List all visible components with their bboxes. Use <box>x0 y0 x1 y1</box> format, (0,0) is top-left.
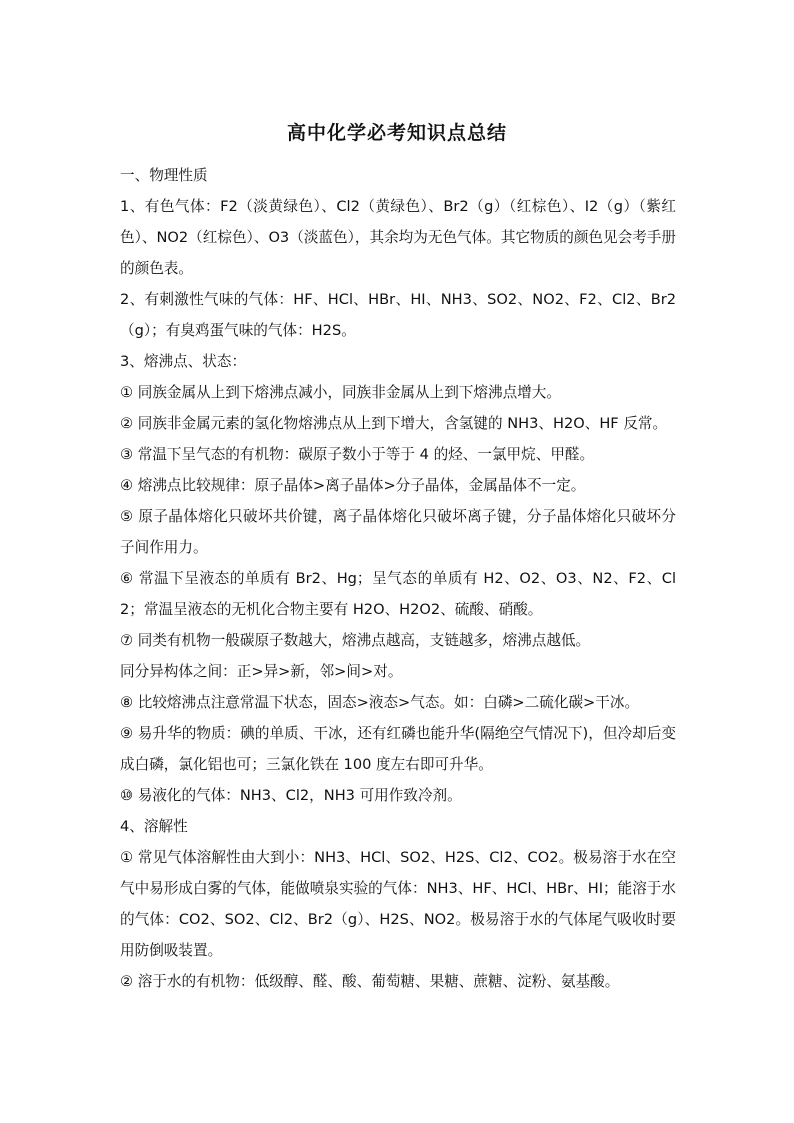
list-item-4: ④ 熔沸点比较规律：原子晶体>离子晶体>分子晶体，金属晶体不一定。 <box>120 477 586 494</box>
document-body <box>120 160 676 997</box>
subheading-solubility: 4、溶解性 <box>120 818 188 835</box>
list-item-6: ⑥ 常温下呈液态的单质有 Br2、Hg；呈气态的单质有 H2、O2、O3、N2、F2、Cl2；常温呈液态的无机化合物主要有 H2O、H2O2、硫酸、硝酸。 <box>120 570 676 618</box>
list-item-5: ⑤ 原子晶体熔化只破坏共价键，离子晶体熔化只破坏离子键，分子晶体熔化只破坏分子间作用力。 <box>120 508 676 556</box>
list-item-9: ⑨ 易升华的物质：碘的单质、干冰，还有红磷也能升华(隔绝空气情况下)，但冷却后变成白磷，氯化铝也可；三氯化铁在 100 度左右即可升华。 <box>120 725 676 773</box>
list-item-10: ⑩ 易液化的气体：NH3、Cl2，NH3 可用作致冷剂。 <box>120 787 462 804</box>
list-item-2: ② 同族非金属元素的氢化物熔沸点从上到下增大，含氢键的 NH3、H2O、HF 反常。 <box>120 415 668 432</box>
isomer-order-note: 同分异构体之间：正>异>新，邻>间>对。 <box>120 663 403 680</box>
list-item-1: ① 同族金属从上到下熔沸点减小，同族非金属从上到下熔沸点增大。 <box>120 384 561 401</box>
solubility-item-2: ② 溶于水的有机物：低级醇、醛、酸、葡萄糖、果糖、蔗糖、淀粉、氨基酸。 <box>120 973 620 990</box>
paragraph-pungent-gases: 2、有刺激性气味的气体：HF、HCl、HBr、HI、NH3、SO2、NO2、F2、Cl2、Br2（g）；有臭鸡蛋气味的气体：H2S。 <box>120 291 676 339</box>
subheading-melting-boiling-state: 3、熔沸点、状态： <box>120 353 247 370</box>
list-item-8: ⑧ 比较熔沸点注意常温下状态，固态>液态>气态。如：白磷>二硫化碳>干冰。 <box>120 694 640 711</box>
list-item-3: ③ 常温下呈气态的有机物：碳原子数小于等于 4 的烃、一氯甲烷、甲醛。 <box>120 446 595 463</box>
section-heading-physical-properties: 一、物理性质 <box>120 167 208 184</box>
list-item-7: ⑦ 同类有机物一般碳原子数越大，熔沸点越高，支链越多，熔沸点越低。 <box>120 632 591 649</box>
solubility-item-1: ① 常见气体溶解性由大到小：NH3、HCl、SO2、H2S、Cl2、CO2。极易溶于水在空气中易形成白雾的气体，能做喷泉实验的气体：NH3、HF、HCl、HBr、HI；能溶于水的气体：CO2、SO2、Cl2、Br2（g）、H2S、NO2。极易溶于水的气体尾气吸收时要用防倒吸装置。 <box>120 849 676 959</box>
document-title: 高中化学必考知识点总结 <box>286 122 507 144</box>
paragraph-colored-gases: 1、有色气体：F2（淡黄绿色）、Cl2（黄绿色）、Br2（g）（红棕色）、I2（g）（紫红色）、NO2（红棕色）、O3（淡蓝色），其余均为无色气体。其它物质的颜色见会考手册的颜色表。 <box>120 198 676 277</box>
